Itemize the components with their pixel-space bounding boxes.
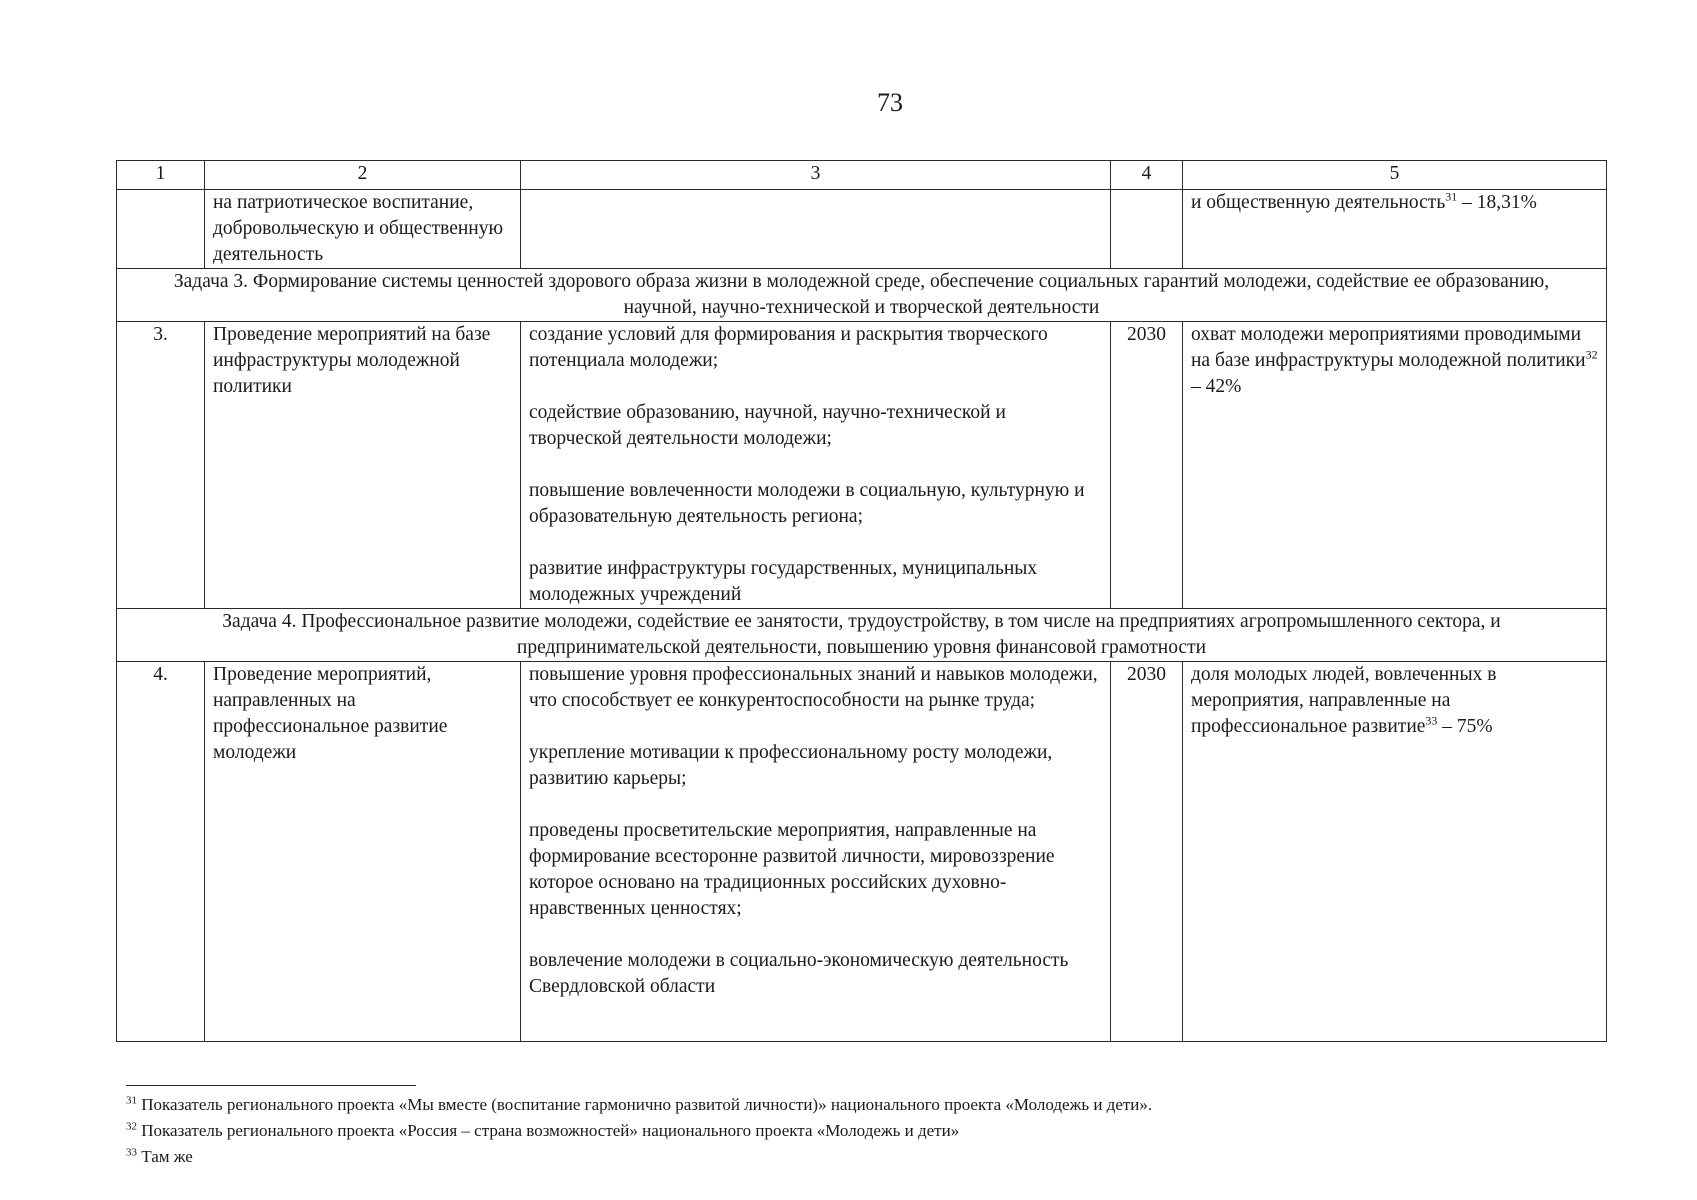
- table-header-row: [117, 161, 1607, 190]
- row-3-result-2: содействие образованию, научной, научно-технической и творческой деятельности молодежи;: [529, 402, 1006, 449]
- row-3-result-1: создание условий для формирования и раскрытия творческого потенциала молодежи;: [529, 324, 1048, 371]
- header-col-3: 3: [521, 161, 1111, 190]
- row-4-year: 2030: [1111, 662, 1183, 1042]
- row-3-indicator: [1183, 322, 1607, 609]
- row-4-indicator: [1183, 662, 1607, 1042]
- row-3-year: 2030: [1111, 322, 1183, 609]
- continued-event-cell: на патриотическое воспитание, добровольческую и общественную деятельность: [205, 190, 521, 269]
- row-4-event: Проведение мероприятий, направленных на профессиональное развитие молодежи: [205, 662, 521, 1042]
- table-row-3: [117, 322, 1607, 609]
- row-3-results: [521, 322, 1111, 609]
- footnote-ref-33: 33: [1425, 713, 1438, 728]
- footnote-ref-32: 32: [1585, 347, 1598, 362]
- row-4-result-2: укрепление мотивации к профессиональному росту молодежи, развитию карьеры;: [529, 742, 1053, 789]
- header-col-5: 5: [1183, 161, 1607, 190]
- footnote-mark-31: 31: [126, 1094, 137, 1107]
- footnote-text-31: Показатель регионального проекта «Мы вместе (воспитание гармонично развитой личности)» национального проекта «Молодежь и дети».: [137, 1095, 1153, 1114]
- footnote-33: [126, 1144, 1576, 1170]
- continued-results-cell: [521, 190, 1111, 269]
- row-4-result-3: проведены просветительские мероприятия, направленные на формирование всесторонне развитой личности, мировоззрение которое основано на традиционных российских духовно-нравственных ценностях;: [529, 820, 1055, 919]
- program-table: [116, 160, 1607, 1042]
- row-4-result-1: повышение уровня профессиональных знаний и навыков молодежи, что способствует ее конкурентоспособности на рынке труда;: [529, 664, 1098, 711]
- task-3-row: [117, 269, 1607, 322]
- page-number: 73: [877, 88, 903, 117]
- footnote-text-32: Показатель регионального проекта «Россия – страна возможностей» национального проекта «Молодежь и дети»: [137, 1121, 960, 1140]
- row-3-result-3: повышение вовлеченности молодежи в социальную, культурную и образовательную деятельность региона;: [529, 480, 1085, 527]
- continued-indicator-cell: [1183, 190, 1607, 269]
- continued-indicator-text: и общественную деятельность: [1191, 192, 1446, 213]
- footnote-text-33: Там же: [137, 1147, 193, 1166]
- row-4-indicator-value: – 75%: [1437, 716, 1493, 737]
- continued-indicator-value: – 18,31%: [1457, 192, 1537, 213]
- row-4-result-4: вовлечение молодежи в социально-экономическую деятельность Свердловской области: [529, 950, 1069, 997]
- row-4-number: 4.: [117, 662, 205, 1042]
- task-4-row: [117, 609, 1607, 662]
- footnote-mark-33: 33: [126, 1146, 137, 1159]
- table-row-continued: [117, 190, 1607, 269]
- row-4-indicator-text: доля молодых людей, вовлеченных в мероприятия, направленные на профессиональное развитие: [1191, 664, 1497, 737]
- header-col-4: 4: [1111, 161, 1183, 190]
- footnote-mark-32: 32: [126, 1120, 137, 1133]
- row-3-number: 3.: [117, 322, 205, 609]
- row-3-indicator-value: – 42%: [1191, 376, 1242, 397]
- continued-year-cell: [1111, 190, 1183, 269]
- task-3-heading: Задача 3. Формирование системы ценностей здорового образа жизни в молодежной среде, обеспечение социальных гарантий молодежи, содействие ее образованию, научной, научно-технической и творческой деятельности: [117, 269, 1607, 322]
- footnote-separator: [126, 1085, 416, 1086]
- table-row-4: [117, 662, 1607, 1042]
- footnote-ref-31: 31: [1445, 189, 1458, 204]
- header-col-1: 1: [117, 161, 205, 190]
- continued-num-cell: [117, 190, 205, 269]
- footnotes: [126, 1092, 1576, 1170]
- header-col-2: 2: [205, 161, 521, 190]
- footnote-32: [126, 1118, 1576, 1144]
- row-3-event: Проведение мероприятий на базе инфраструктуры молодежной политики: [205, 322, 521, 609]
- task-4-heading: Задача 4. Профессиональное развитие молодежи, содействие ее занятости, трудоустройству, в том числе на предприятиях агропромышленного сектора, и предпринимательской деятельности, повышению уровня финансовой грамотности: [117, 609, 1607, 662]
- row-3-result-4: развитие инфраструктуры государственных, муниципальных молодежных учреждений: [529, 558, 1038, 605]
- row-4-results: [521, 662, 1111, 1042]
- row-3-indicator-text: охват молодежи мероприятиями проводимыми на базе инфраструктуры молодежной политики: [1191, 324, 1586, 371]
- footnote-31: [126, 1092, 1576, 1118]
